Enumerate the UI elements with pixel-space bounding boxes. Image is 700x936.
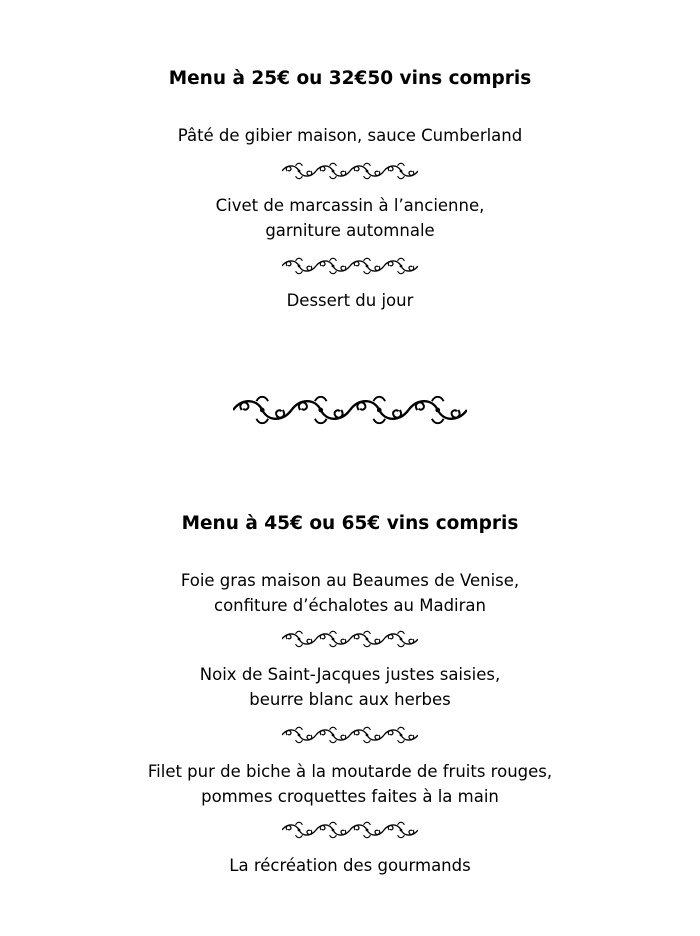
menu-2-course-2-line-2: beurre blanc aux herbes: [249, 690, 451, 709]
menu-2-course-3-line-1: Filet pur de biche à la moutarde de fruits rouges,: [147, 762, 553, 781]
menu-2-title: Menu à 45€ ou 65€ vins compris: [181, 513, 519, 534]
menu-1-title: Menu à 25€ ou 32€50 vins compris: [168, 68, 532, 89]
menu-2-course-3-line-2: pommes croquettes faites à la main: [201, 787, 499, 806]
menu-1-course-3-line-1: Dessert du jour: [286, 291, 414, 310]
menu-2-course-1-line-2: confiture d’échalotes au Madiran: [214, 596, 486, 615]
menu-2-course-1-line-1: Foie gras maison au Beaumes de Venise,: [180, 571, 520, 590]
menu-2-course-4-line-1: La récréation des gourmands: [229, 856, 471, 875]
menu-1-course-1-line-1: Pâté de gibier maison, sauce Cumberland: [177, 126, 523, 145]
scroll-flourish-icon: [282, 722, 418, 748]
menu-1-course-2-line-2: garniture automnale: [265, 221, 435, 240]
scroll-flourish-icon: [282, 158, 418, 184]
scroll-flourish-icon: [282, 253, 418, 279]
scroll-flourish-icon: [282, 817, 418, 843]
scroll-flourish-icon: [233, 390, 467, 430]
scroll-flourish-icon: [282, 626, 418, 652]
menu-1-course-2-line-1: Civet de marcassin à l’ancienne,: [215, 196, 485, 215]
menu-2-course-2-line-1: Noix de Saint-Jacques justes saisies,: [199, 665, 501, 684]
